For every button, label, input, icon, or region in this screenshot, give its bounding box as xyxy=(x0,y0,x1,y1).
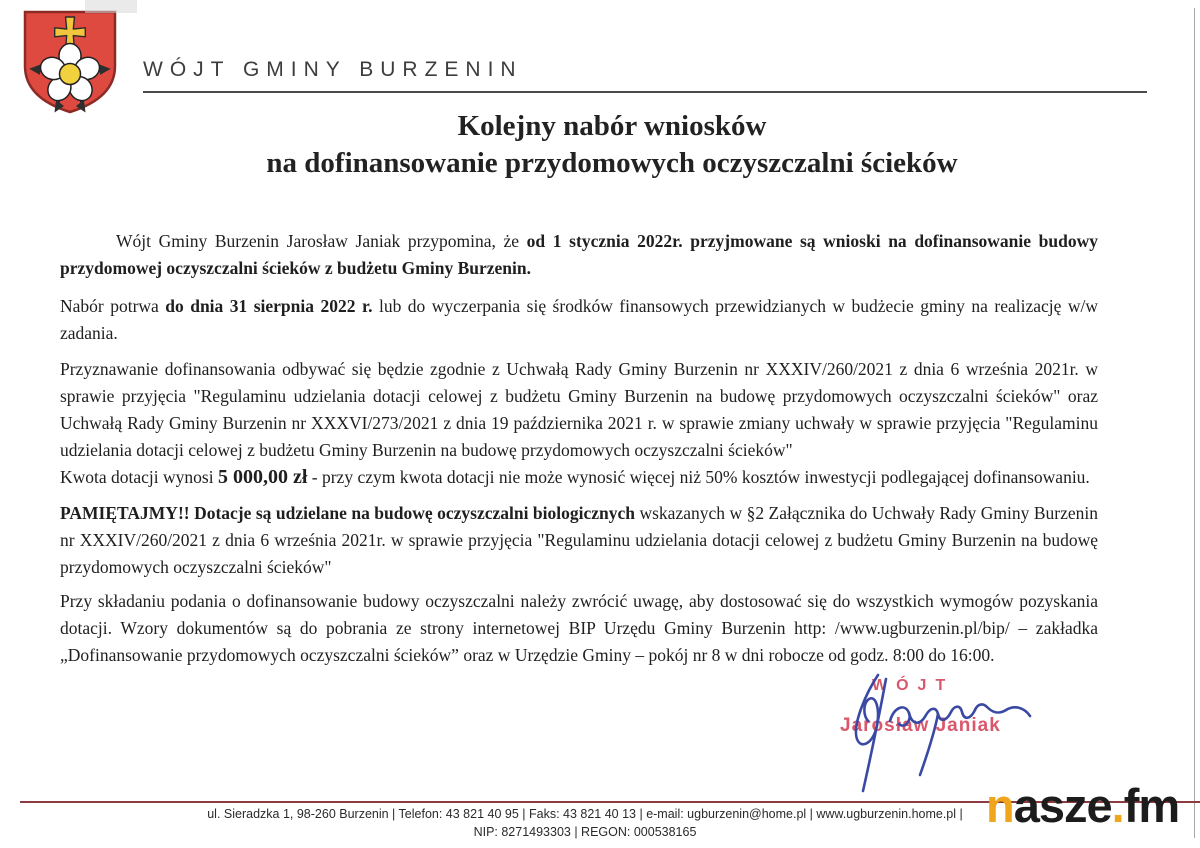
stamp-name: Jarosław Janiak xyxy=(840,715,1001,736)
logo-fm: fm xyxy=(1123,779,1180,832)
paragraph-intro-normal: Wójt Gminy Burzenin Jarosław Janiak przypomina, że xyxy=(116,231,527,251)
paragraph-intro-bold: od 1 stycznia 2022r. przyjmowane są wnioski na dofinansowanie budowy przydomowej oczyszczalni ścieków z budżetu Gminy Burzenin. xyxy=(60,231,1098,278)
footer-address-line: ul. Sieradzka 1, 98-260 Burzenin | Telefon: 43 821 40 95 | Faks: 43 821 40 13 | e-mail: ugburzenin@home.pl | www.ugburzenin.home.pl | xyxy=(207,807,963,821)
org-name: WÓJT GMINY BURZENIN xyxy=(143,58,523,81)
header-divider xyxy=(143,91,1147,93)
logo-n: n xyxy=(986,779,1014,832)
logo-dot: . xyxy=(1111,779,1124,832)
resolutions-text: Przyznawanie dofinansowania odbywać się będzie zgodnie z Uchwałą Rady Gminy Burzenin nr XXXIV/260/2021 z dnia 6 września 2021r. w sprawie przyjęcia "Regulaminu udzielania dotacji celowej z budżetu Gminy Burzenin na budowę przydomowych oczyszczalni ścieków" oraz Uchwałą Rady Gminy Burzenin nr XXXVI/273/2021 z dnia 19 października 2021 r. w sprawie zmiany uchwały w sprawie przyjęcia "Regulaminu udzielania dotacji celowej z budżetu Gminy Burzenin na budowę przydomowych oczyszczalni ścieków" xyxy=(60,359,1098,460)
title-line-2: na dofinansowanie przydomowych oczyszczalni ścieków xyxy=(266,147,958,179)
document-title xyxy=(60,108,1164,182)
title-line-1: Kolejny nabór wniosków xyxy=(457,110,767,142)
scan-edge-line xyxy=(1194,8,1195,838)
scan-artifact xyxy=(85,0,137,13)
application-info-text: Przy składaniu podania o dofinansowanie budowy oczyszczalni należy zwrócić uwagę, aby dostosować się do wszystkich wymogów pozyskania dotacji. Wzory dokumentów są do pobrania ze strony internetowej BIP Urzędu Gminy Burzenin http: /www.ugburzenin.pl/bip/ – zakładka „Dofinansowanie przydomowych oczyszczalni ścieków” oraz w Urzędzie Gminy – pokój nr 8 w dni robocze od godz. 8:00 do 16:00. xyxy=(60,591,1098,665)
amount-normal-1: Kwota dotacji wynosi xyxy=(60,467,218,487)
deadline-normal-1: Nabór potrwa xyxy=(60,296,166,316)
stamp-title: WÓJT xyxy=(872,677,955,694)
crest-rose-center xyxy=(60,64,81,85)
grant-amount-value: 5 000,00 zł xyxy=(217,466,308,488)
reminder-normal: wskazanych w §2 Załącznika do Uchwały Rady Gminy Burzenin nr XXXIV/260/2021 z dnia 6 września 2021r. w sprawie przyjęcia "Regulaminu udzielania dotacji celowej z budżetu Gminy Burzenin na budowę przydomowych oczyszczalni ścieków" xyxy=(60,503,1098,577)
reminder-bold: PAMIĘTAJMY!! Dotacje są udzielane na budowę oczyszczalni biologicznych xyxy=(60,503,636,523)
logo-asze: asze xyxy=(1013,779,1112,832)
nasze-fm-watermark xyxy=(986,778,1179,833)
document-body xyxy=(60,228,1098,669)
deadline-normal-2: lub do wyczerpania się środków finansowych przewidzianych w budżecie gminy na realizację w/w zadania. xyxy=(60,296,1098,343)
paragraph-intro xyxy=(60,228,1098,282)
footer-ids-line: NIP: 8271493303 | REGON: 000538165 xyxy=(473,825,697,839)
amount-normal-2: - przy czym kwota dotacji nie może wynosić więcej niż 50% kosztów inwestycji podlegającej dofinansowaniu. xyxy=(307,467,1090,487)
paragraph-resolutions xyxy=(60,356,1098,491)
paragraph-application-info xyxy=(60,588,1098,669)
paragraph-reminder xyxy=(60,500,1098,581)
paragraph-deadline xyxy=(60,293,1098,347)
burzenin-coat-of-arms-icon xyxy=(20,8,120,116)
deadline-bold: do dnia 31 sierpnia 2022 r. xyxy=(165,296,373,316)
grant-amount-line xyxy=(60,464,1098,491)
